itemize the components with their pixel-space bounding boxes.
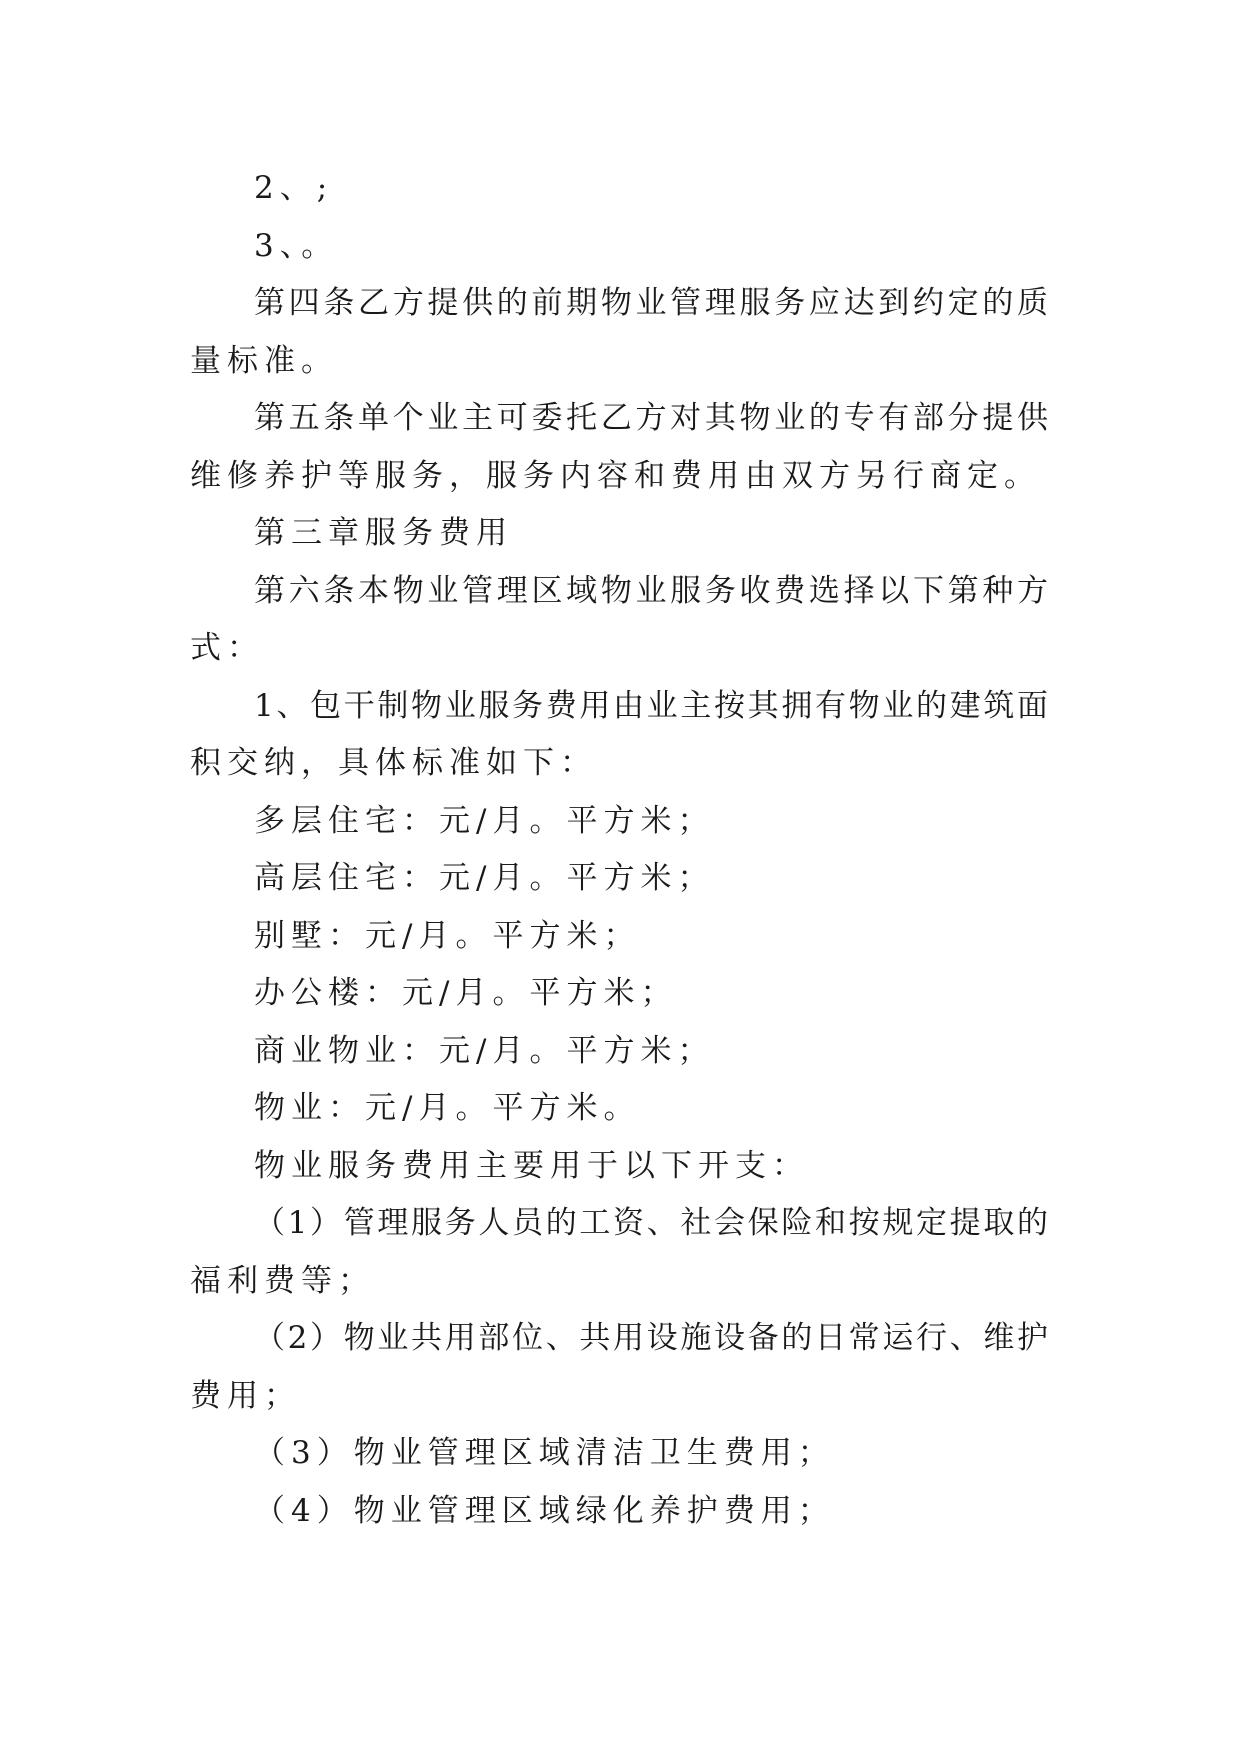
expenditure-1-line-1: （1）管理服务人员的工资、社会保险和按规定提取的	[254, 1205, 1048, 1241]
expenditure-2-line-1: （2）物业共用部位、共用设施设备的日常运行、维护	[254, 1320, 1048, 1356]
article-6-line-2: 式：	[190, 630, 264, 666]
article-4-line-1: 第四条乙方提供的前期物业管理服务应达到约定的质	[254, 285, 1048, 321]
fee-other: 物业：元/月。平方米。	[254, 1090, 641, 1126]
list-item-2: 2、;	[254, 170, 334, 206]
fee-multi-storey: 多层住宅：元/月。平方米；	[254, 803, 715, 839]
expenditure-1-line-2: 福利费等；	[190, 1263, 375, 1299]
fee-office: 办公楼：元/月。平方米；	[254, 975, 678, 1011]
expenditure-4: （4）物业管理区域绿化养护费用；	[254, 1493, 835, 1529]
fee-villa: 别墅：元/月。平方米；	[254, 918, 641, 954]
expenditure-intro: 物业服务费用主要用于以下开支：	[254, 1148, 809, 1184]
fee-commercial: 商业物业：元/月。平方米；	[254, 1033, 715, 1069]
article-5-line-2: 维修养护等服务，服务内容和费用由双方另行商定。	[190, 458, 1041, 494]
list-item-3: 3、。	[254, 228, 339, 264]
article-4-line-2: 量标准。	[190, 343, 338, 379]
fee-high-rise: 高层住宅：元/月。平方米；	[254, 860, 715, 896]
chapter-heading: 第三章服务费用	[254, 515, 513, 551]
item-1-line-2: 积交纳，具体标准如下：	[190, 745, 597, 781]
expenditure-2-line-2: 费用；	[190, 1378, 301, 1414]
article-6-line-1: 第六条本物业管理区域物业服务收费选择以下第种方	[254, 573, 1048, 609]
item-1-line-1: 1、包干制物业服务费用由业主按其拥有物业的建筑面	[254, 688, 1048, 724]
article-5-line-1: 第五条单个业主可委托乙方对其物业的专有部分提供	[254, 400, 1048, 436]
expenditure-3: （3）物业管理区域清洁卫生费用；	[254, 1435, 835, 1471]
